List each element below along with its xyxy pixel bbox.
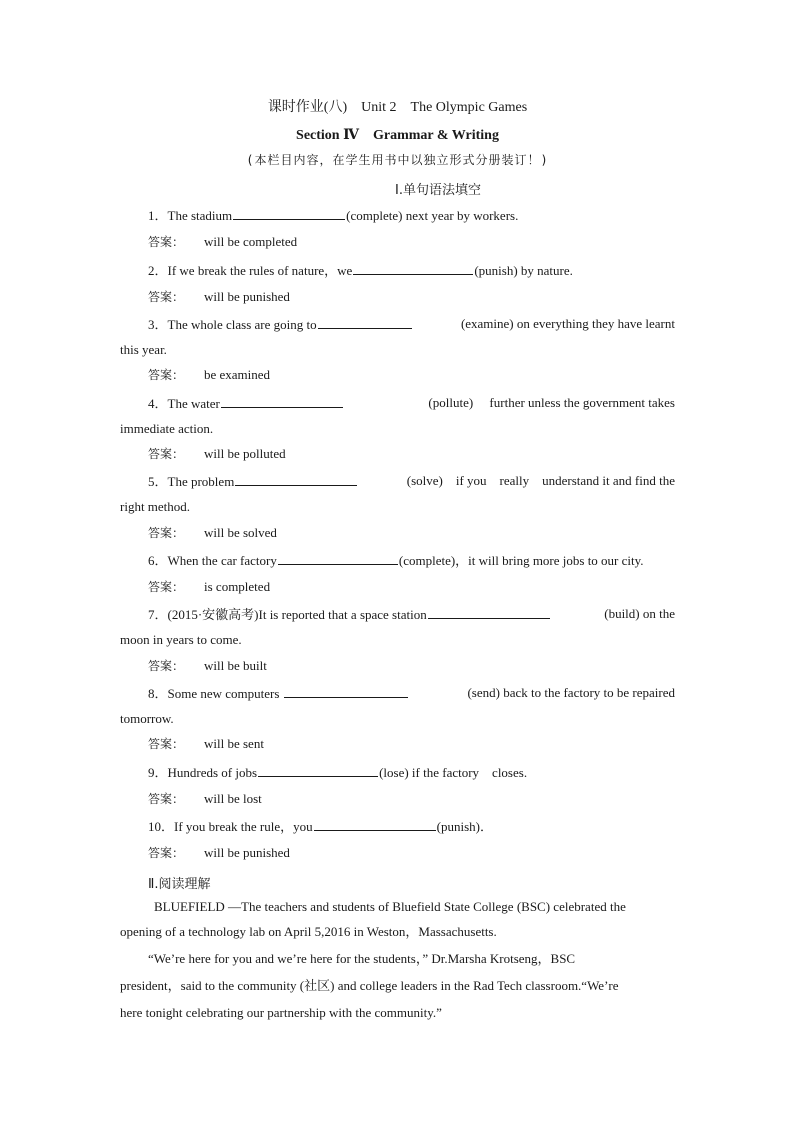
answer-label: 答案： [148, 580, 185, 594]
answer-line [148, 579, 271, 595]
answer-text: will be sent [204, 736, 264, 751]
question-text-before: Some new computers [167, 686, 283, 701]
answer-blank [221, 395, 343, 408]
question-item [148, 316, 675, 333]
answer-text: be examined [204, 367, 271, 382]
answer-text: will be punished [204, 845, 290, 860]
question-text-after: (solve) if you really understand it and find the [406, 473, 675, 488]
question-text-after: (build) on the [604, 606, 675, 621]
answer-blank [314, 818, 436, 831]
page-title: 课时作业(八) Unit 2 The Olympic Games [267, 100, 528, 115]
answer-label: 答案： [148, 526, 185, 540]
question-number: 4． [148, 396, 168, 411]
question-item [148, 552, 644, 569]
answer-blank [284, 685, 408, 698]
question-text-before: The whole class are going to [167, 317, 317, 332]
question-text-before: (2015·安徽高考)It is reported that a space station [167, 607, 427, 622]
answer-line [148, 791, 262, 807]
question-text-before: Hundreds of jobs [167, 765, 258, 780]
section-heading-reading: Ⅱ.阅读理解 [148, 877, 211, 892]
answer-line [148, 446, 286, 462]
section-subtitle: Section Ⅳ Grammar & Writing [296, 128, 499, 143]
question-text-before: If we break the rules of nature，we [167, 263, 353, 278]
question-number: 7． [148, 607, 168, 622]
answer-text: will be built [204, 658, 267, 673]
question-item [148, 473, 675, 490]
question-number: 6． [148, 553, 168, 568]
answer-line [148, 289, 290, 305]
answer-text: will be completed [204, 234, 298, 249]
section-heading-grammar: Ⅰ.单句语法填空 [395, 183, 481, 198]
question-item [148, 818, 493, 835]
question-text-after: (complete)，it will bring more jobs to our city. [398, 553, 644, 568]
answer-blank [278, 552, 398, 565]
answer-line [148, 736, 264, 752]
question-continuation: right method. [120, 499, 191, 514]
question-text-after: (lose) if the factory closes. [379, 765, 528, 780]
reading-paragraph-line: BLUEFIELD —The teachers and students of Bluefield State College (BSC) celebrated the [154, 899, 626, 914]
reading-paragraph-line: opening of a technology lab on April 5,2016 in Weston，Massachusetts. [120, 924, 497, 939]
answer-label: 答案： [148, 447, 185, 461]
answer-blank [235, 473, 357, 486]
question-text-after: (send) back to the factory to be repaired [467, 685, 675, 700]
question-continuation: moon in years to come. [120, 632, 242, 647]
answer-line [148, 234, 298, 250]
question-continuation: this year. [120, 342, 167, 357]
answer-text: is completed [204, 579, 271, 594]
answer-blank [353, 262, 473, 275]
question-continuation: immediate action. [120, 421, 214, 436]
question-item [148, 685, 675, 702]
answer-line [148, 367, 271, 383]
question-number: 10． [148, 819, 175, 834]
answer-label: 答案： [148, 792, 185, 806]
question-item [148, 606, 675, 623]
question-text-after: (complete) next year by workers. [346, 208, 519, 223]
question-item [148, 395, 675, 412]
question-text-before: When the car factory [167, 553, 277, 568]
answer-text: will be solved [204, 525, 277, 540]
answer-text: will be punished [204, 289, 290, 304]
answer-line [148, 845, 290, 861]
reading-paragraph-line: here tonight celebrating our partnership with the community.” [120, 1005, 442, 1020]
question-item [148, 764, 527, 781]
question-number: 8． [148, 686, 168, 701]
reading-paragraph-line: president，said to the community (社区) and college leaders in the Rad Tech classroom.“We’re [120, 978, 619, 993]
binding-note: (本栏目内容，在学生用书中以独立形式分册装订！) [246, 153, 549, 167]
question-text-after: (punish)． [436, 819, 493, 834]
answer-line [148, 525, 277, 541]
answer-blank [258, 764, 378, 777]
answer-blank [318, 316, 412, 329]
answer-label: 答案： [148, 290, 185, 304]
answer-line [148, 658, 267, 674]
question-continuation: tomorrow. [120, 711, 174, 726]
question-number: 2． [148, 263, 168, 278]
question-number: 5． [148, 474, 168, 489]
question-text-before: The stadium [167, 208, 233, 223]
question-item [148, 207, 518, 224]
question-number: 3． [148, 317, 168, 332]
answer-text: will be lost [204, 791, 262, 806]
question-text-before: The problem [167, 474, 235, 489]
reading-paragraph-line: “We’re here for you and we’re here for the students，” Dr.Marsha Krotseng，BSC [148, 951, 576, 966]
question-number: 1． [148, 208, 168, 223]
question-text-before: The water [167, 396, 220, 411]
answer-blank [233, 207, 345, 220]
question-text-before: If you break the rule，you [174, 819, 313, 834]
answer-label: 答案： [148, 659, 185, 673]
answer-label: 答案： [148, 235, 185, 249]
answer-blank [428, 606, 550, 619]
answer-label: 答案： [148, 737, 185, 751]
question-item [148, 262, 573, 279]
answer-text: will be polluted [204, 446, 286, 461]
question-text-after: (pollute) further unless the government takes [428, 395, 675, 410]
question-text-after: (punish) by nature. [474, 263, 573, 278]
answer-label: 答案： [148, 846, 185, 860]
answer-label: 答案： [148, 368, 185, 382]
question-number: 9． [148, 765, 168, 780]
question-text-after: (examine) on everything they have learnt [460, 316, 675, 331]
